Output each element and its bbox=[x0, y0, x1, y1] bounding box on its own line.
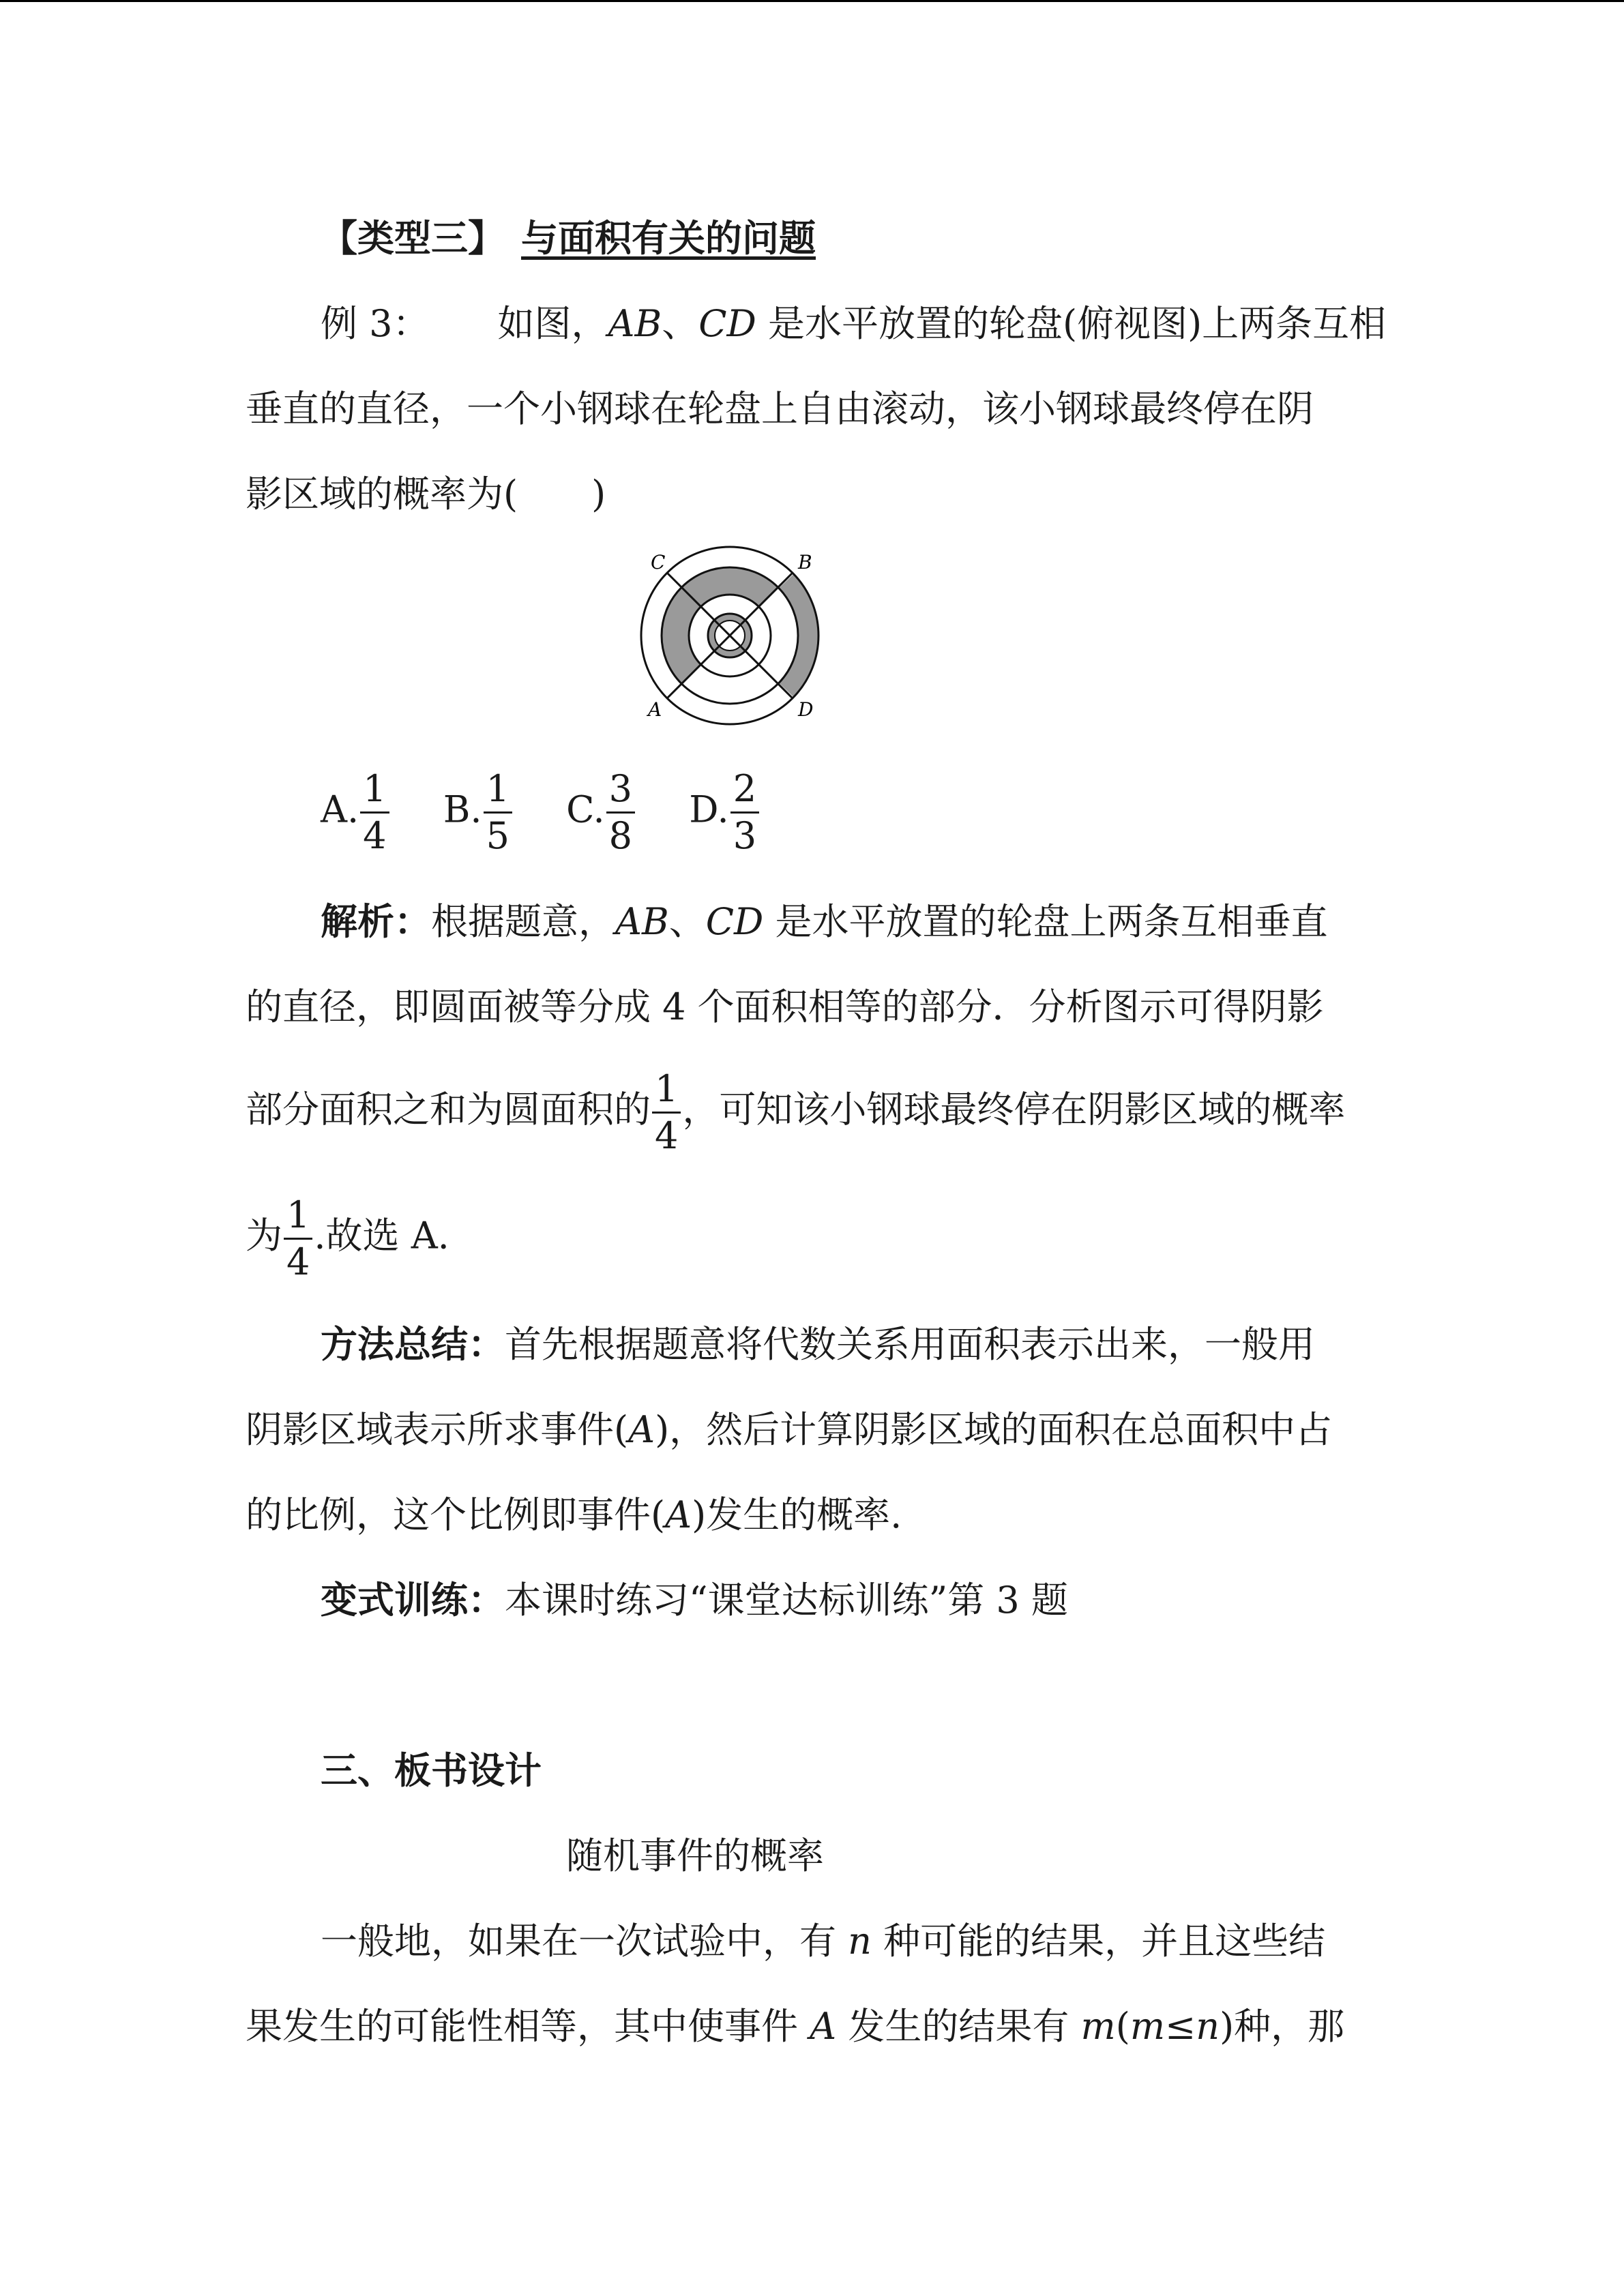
option-b: B. $\frac{1}{5}$ bbox=[443, 771, 514, 854]
method-line-1: 方法总结：首先根据题意将代数关系用面积表示出来，一般用 bbox=[321, 1323, 1315, 1366]
var-cd: CD bbox=[698, 302, 756, 345]
analysis-line-4: 为 $\frac{1}{4}$ .故选 A. bbox=[246, 1193, 449, 1283]
board-line-2: 果发生的可能性相等，其中使事件 A 发生的结果有 m(m≤n)种，那 bbox=[246, 2005, 1345, 2048]
label-b: B bbox=[798, 551, 812, 573]
option-c: C. $\frac{3}{8}$ bbox=[566, 771, 636, 854]
label-a: A bbox=[648, 698, 662, 721]
section-type-tag: 【类型三】 bbox=[321, 217, 505, 260]
section-type-heading bbox=[321, 217, 816, 260]
page-top-border bbox=[0, 0, 1624, 2]
analysis-label: 解析： bbox=[321, 900, 431, 943]
analysis-line-3: 部分面积之和为圆面积的 $\frac{1}{4}$ ，可知该小钢球最终停在阴影区域的概率 bbox=[246, 1067, 1346, 1157]
var-ab: AB bbox=[608, 302, 662, 345]
option-d: D. $\frac{2}{3}$ bbox=[689, 771, 761, 854]
section-type-title: 与面积有关的问题 bbox=[521, 217, 816, 260]
option-a: A. $\frac{1}{4}$ bbox=[321, 771, 391, 854]
variant-label: 变式训练： bbox=[321, 1579, 505, 1622]
label-c: C bbox=[651, 551, 666, 573]
label-d: D bbox=[798, 698, 814, 721]
variant-line: 变式训练：本课时练习“课堂达标训练”第 3 题 bbox=[321, 1579, 1068, 1622]
method-line-2: 阴影区域表示所求事件(A)，然后计算阴影区域的面积在总面积中占 bbox=[246, 1408, 1333, 1451]
board-line-1: 一般地，如果在一次试验中，有 n 种可能的结果，并且这些结 bbox=[321, 1920, 1326, 1963]
example-text: 、 bbox=[662, 302, 699, 345]
analysis-line-1: 解析：根据题意，AB、CD 是水平放置的轮盘上两条互相垂直 bbox=[321, 900, 1328, 943]
example-text: 如图， bbox=[497, 302, 608, 345]
method-label: 方法总结： bbox=[321, 1323, 505, 1366]
method-line-3: 的比例，这个比例即事件(A)发生的概率. bbox=[246, 1493, 902, 1536]
example-label: 例 3： bbox=[321, 302, 430, 345]
example-line-1 bbox=[321, 302, 1386, 346]
board-title: 随机事件的概率 bbox=[566, 1834, 824, 1877]
example-line-3: 影区域的概率为( ) bbox=[246, 473, 606, 516]
options-row bbox=[321, 767, 801, 857]
example-text: 是水平放置的轮盘(俯视图)上两条互相 bbox=[756, 302, 1387, 345]
wheel-figure bbox=[628, 546, 832, 730]
analysis-line-2: 的直径，即圆面被等分成 4 个面积相等的部分．分析图示可得阴影 bbox=[246, 985, 1324, 1028]
board-heading: 三、板书设计 bbox=[321, 1749, 542, 1792]
example-line-2: 垂直的直径，一个小钢球在轮盘上自由滚动，该小钢球最终停在阴 bbox=[246, 387, 1314, 430]
